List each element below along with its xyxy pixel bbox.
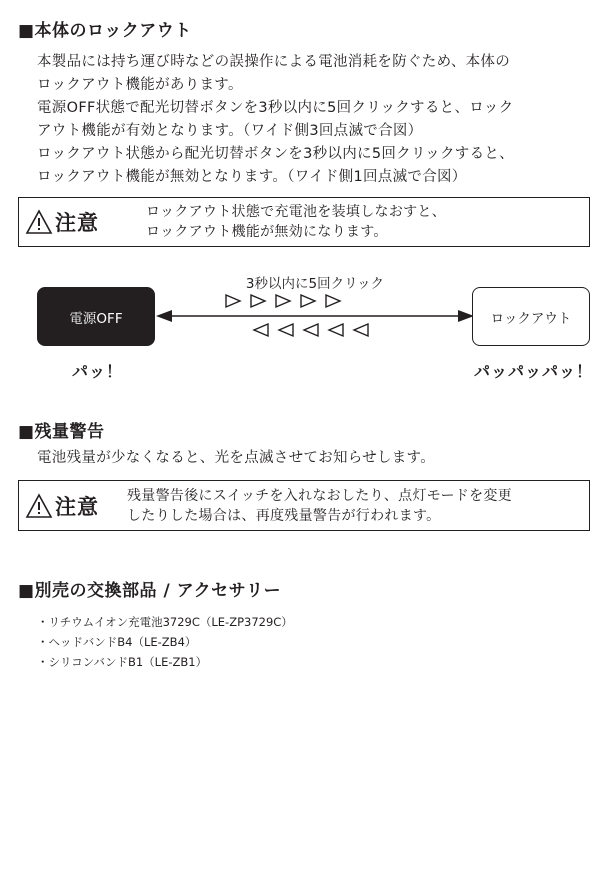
accessories-heading: ■別売の交換部品 / アクセサリー (18, 581, 282, 601)
lockout-caution-box (18, 197, 590, 247)
caution-title: 注意 (55, 494, 99, 519)
caution-line: したりした場合は、再度残量警告が行われます。 (127, 507, 441, 524)
caution-line: ロックアウト機能が無効になります。 (146, 224, 388, 240)
lockout-description (37, 51, 514, 189)
accessory-item: ・ヘッドバンドB4（LE-ZB4） (37, 635, 197, 649)
transition-arrows (150, 290, 480, 344)
accessory-item: ・シリコンバンドB1（LE-ZB1） (37, 655, 208, 669)
right-flash-caption: パッパッパッ！ (474, 362, 594, 381)
left-triangles-icon (254, 324, 368, 336)
lockout-state-box: ロックアウト (472, 287, 590, 346)
battery-caution-box (18, 480, 590, 531)
power-off-state-box: 電源OFF (37, 287, 155, 346)
lockout-line: 本製品には持ち運び時などの誤操作による電池消耗を防ぐため、本体の (37, 54, 511, 70)
lockout-line: アウト機能が有効となります。（ワイド側3回点滅で合図） (37, 123, 423, 139)
accessory-item: ・リチウムイオン充電池3729C（LE-ZP3729C） (37, 615, 293, 629)
caution-mark (25, 491, 99, 521)
click-instruction-label: 3秒以内に5回クリック (245, 276, 385, 292)
caution-line: 残量警告後にスイッチを入れなおしたり、点灯モードを変更 (127, 487, 512, 504)
lockout-heading: ■本体のロックアウト (18, 21, 192, 41)
accessories-list (37, 612, 293, 672)
battery-warning-heading: ■残量警告 (18, 422, 105, 442)
warning-triangle-icon (25, 493, 53, 519)
battery-warning-text (37, 447, 435, 470)
caution-line: ロックアウト状態で充電池を装填しなおすと、 (146, 204, 447, 220)
caution-text (146, 202, 446, 242)
lockout-line: 電源OFF状態で配光切替ボタンを3秒以内に5回クリックすると、ロック (37, 100, 514, 116)
battery-warning-line: 電池残量が少なくなると、光を点滅させてお知らせします。 (37, 450, 436, 466)
lockout-line: ロックアウト状態から配光切替ボタンを3秒以内に5回クリックすると、 (37, 146, 514, 162)
arrow-left-head-icon (156, 310, 172, 322)
lockout-line: ロックアウト機能があります。 (37, 77, 243, 93)
right-triangles-icon (226, 295, 340, 307)
caution-mark (25, 207, 99, 237)
lockout-line: ロックアウト機能が無効となります。（ワイド側1回点滅で合図） (37, 169, 467, 185)
left-flash-caption: パッ！ (72, 362, 124, 381)
caution-title: 注意 (55, 211, 99, 235)
caution-text (127, 486, 512, 526)
warning-triangle-icon (25, 209, 53, 235)
